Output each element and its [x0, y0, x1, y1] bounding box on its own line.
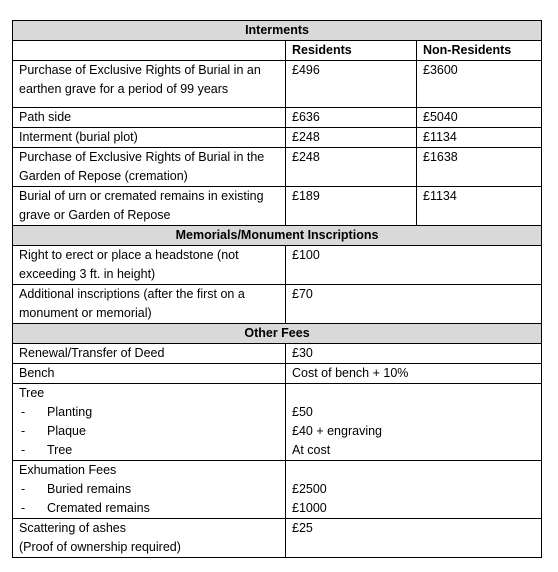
section-title: Memorials/Monument Inscriptions: [13, 226, 542, 246]
fee-non-residents: £1638: [417, 148, 542, 187]
column-header-blank: [13, 41, 286, 61]
fee-description: [13, 461, 286, 519]
fee-residents: £496: [286, 61, 417, 108]
table-row: [13, 285, 542, 324]
fee-description: Bench: [13, 364, 286, 384]
fee-value: £25: [286, 519, 542, 558]
fee-description: Right to erect or place a headstone (not exceeding 3 ft. in height): [13, 246, 286, 285]
column-header-non-residents: Non-Residents: [417, 41, 542, 61]
fee-non-residents: £1134: [417, 187, 542, 226]
table-row: [13, 344, 542, 364]
fee-description: [13, 384, 286, 461]
list-item: - Buried remains: [19, 480, 279, 499]
fee-value: £70: [286, 285, 542, 324]
table-row: [13, 108, 542, 128]
fee-description: Burial of urn or cremated remains in existing grave or Garden of Repose: [13, 187, 286, 226]
fee-value: £100: [286, 246, 542, 285]
table-row: [13, 384, 542, 461]
fee-residents: £248: [286, 128, 417, 148]
list-item: - Planting: [19, 403, 279, 422]
table-row: [13, 246, 542, 285]
dash-bullet: -: [21, 501, 26, 515]
dash-bullet: -: [21, 482, 26, 496]
fee-value: [286, 461, 542, 519]
column-header-residents: Residents: [286, 41, 417, 61]
fee-description: Interment (burial plot): [13, 128, 286, 148]
fee-description: Renewal/Transfer of Deed: [13, 344, 286, 364]
section-title: Interments: [13, 21, 542, 41]
tree-plaque-fee: £40 + engraving: [292, 424, 383, 438]
column-header-row: [13, 41, 542, 61]
section-title: Other Fees: [13, 324, 542, 344]
table-row: [13, 519, 542, 558]
dash-bullet: -: [21, 405, 26, 419]
fee-value: Cost of bench + 10%: [286, 364, 542, 384]
fee-non-residents: £3600: [417, 61, 542, 108]
fee-residents: £248: [286, 148, 417, 187]
table-row: [13, 148, 542, 187]
exhumation-buried-fee: £2500: [292, 482, 327, 496]
dash-bullet: -: [21, 424, 26, 438]
table-row: [13, 187, 542, 226]
tree-title: Tree: [19, 386, 45, 400]
fee-non-residents: £5040: [417, 108, 542, 128]
list-item: - Tree: [19, 441, 279, 460]
list-item: - Cremated remains: [19, 499, 279, 518]
exhumation-title: Exhumation Fees: [19, 463, 117, 477]
fee-description: Purchase of Exclusive Rights of Burial in an earthen grave for a period of 99 years: [13, 61, 286, 108]
tree-planting-fee: £50: [292, 405, 313, 419]
fee-residents: £189: [286, 187, 417, 226]
fee-value: [286, 384, 542, 461]
fee-description: Additional inscriptions (after the first on a monument or memorial): [13, 285, 286, 324]
fee-description: Purchase of Exclusive Rights of Burial in the Garden of Repose (cremation): [13, 148, 286, 187]
fees-table: [12, 20, 542, 558]
section-header-memorials: [13, 226, 542, 246]
table-row: [13, 61, 542, 108]
table-row: [13, 364, 542, 384]
tree-cost-fee: At cost: [292, 443, 331, 457]
table-row: [13, 128, 542, 148]
scattering-note: (Proof of ownership required): [19, 540, 181, 554]
section-header-interments: [13, 21, 542, 41]
exhumation-cremated-fee: £1000: [292, 501, 327, 515]
list-item: - Plaque: [19, 422, 279, 441]
fee-description: Path side: [13, 108, 286, 128]
fee-value: £30: [286, 344, 542, 364]
section-header-other-fees: [13, 324, 542, 344]
fee-description: Scattering of ashes (Proof of ownership required): [13, 519, 286, 558]
fee-residents: £636: [286, 108, 417, 128]
fee-non-residents: £1134: [417, 128, 542, 148]
table-row: [13, 461, 542, 519]
dash-bullet: -: [21, 443, 26, 457]
